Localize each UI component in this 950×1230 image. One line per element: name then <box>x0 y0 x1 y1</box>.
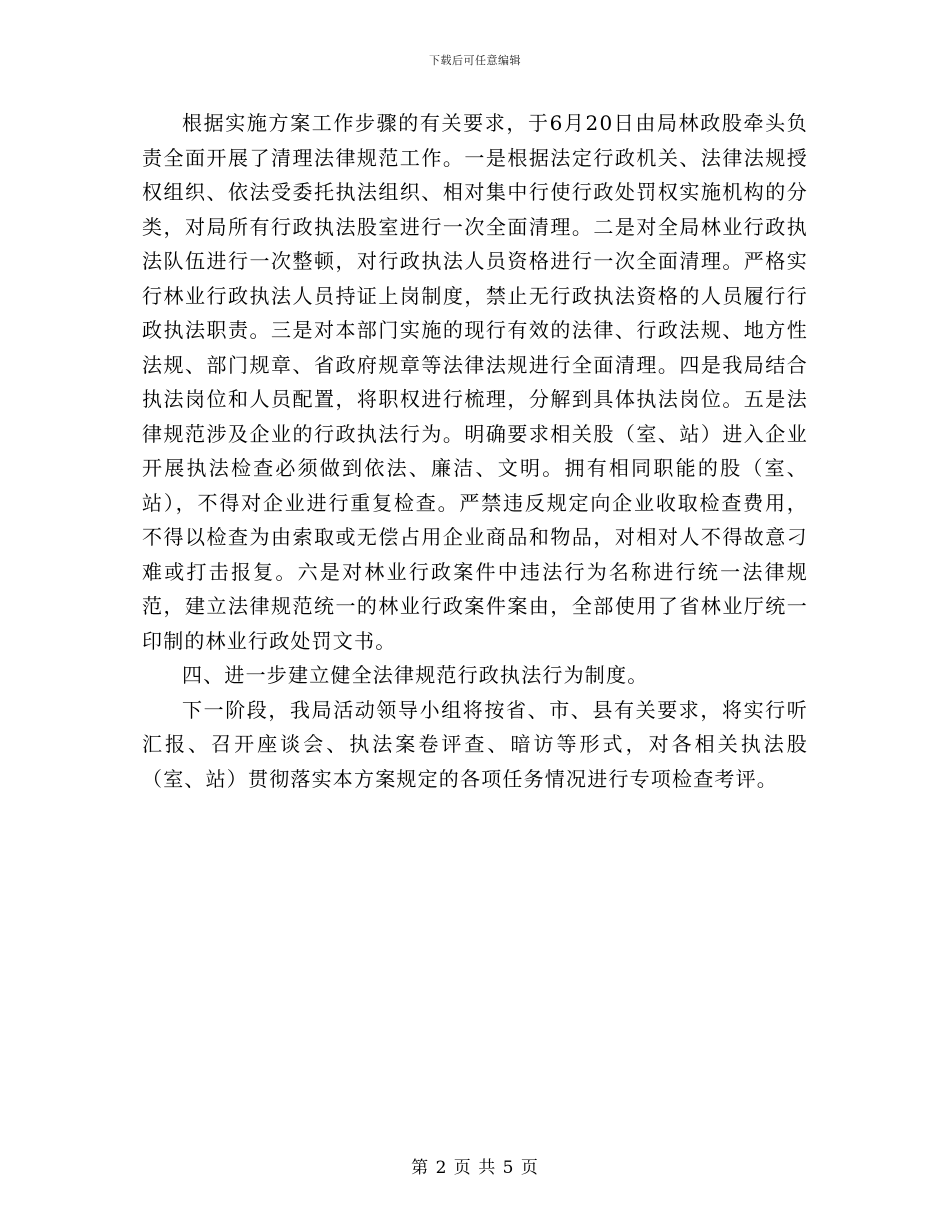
footer-page-word: 页 <box>453 1158 472 1178</box>
body-paragraph: 下一阶段，我局活动领导小组将按省、市、县有关要求，将实行听汇报、召开座谈会、执法案卷评查、暗访等形式，对各相关执法股（室、站）贯彻落实本方案规定的各项任务情况进行专项检查考评。 <box>142 697 808 791</box>
current-page-number: 2 <box>435 1158 448 1178</box>
footer-total-word: 共 <box>478 1158 497 1178</box>
footer-suffix: 页 <box>520 1158 539 1178</box>
page-header-note: 下载后可任意编辑 <box>429 54 521 67</box>
section-heading: 四、进一步建立健全法律规范行政执法行为制度。 <box>182 663 649 687</box>
body-paragraph: 根据实施方案工作步骤的有关要求，于6月20日由局林政股牵头负责全面开展了清理法律规范工作。一是根据法定行政机关、法律法规授权组织、依法受委托执法组织、相对集中行使行政处罚权实施机构的分类，对局所有行政执法股室进行一次全面清理。二是对全局林业行政执法队伍进行一次整顿，对行政执法人员资格进行一次全面清理。严格实行林业行政执法人员持证上岗制度，禁止无行政执法资格的人员履行行政执法职责。三是对本部门实施的现行有效的法律、行政法规、地方性法规、部门规章、省政府规章等法律法规进行全面清理。四是我局结合执法岗位和人员配置，将职权进行梳理，分解到具体执法岗位。五是法律规范涉及企业的行政执法行为。明确要求相关股（室、站）进入企业开展执法检查必须做到依法、廉洁、文明。拥有相同职能的股（室、站），不得对企业进行重复检查。严禁违反规定向企业收取检查费用，不得以检查为由索取或无偿占用企业商品和物品，对相对人不得故意刁难或打击报复。六是对林业行政案件中违法行为名称进行统一法律规范，建立法律规范统一的林业行政案件案由，全部使用了省林业厅统一印制的林业行政处罚文书。 <box>142 111 808 653</box>
document-body <box>142 106 808 796</box>
page-footer <box>0 1153 950 1178</box>
total-pages-number: 5 <box>502 1158 515 1178</box>
footer-prefix: 第 <box>411 1158 430 1178</box>
